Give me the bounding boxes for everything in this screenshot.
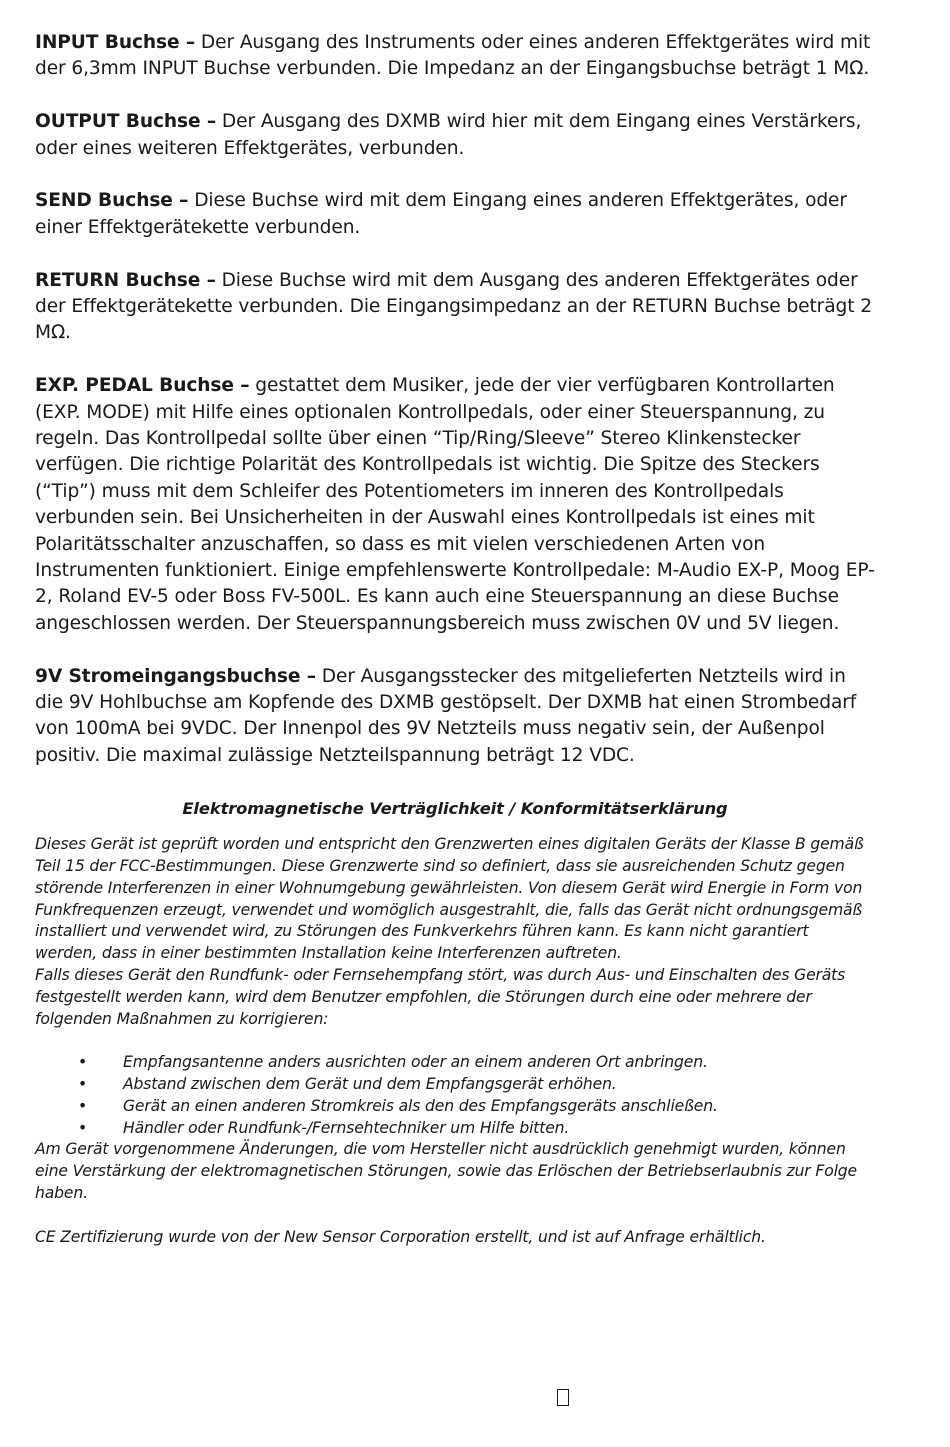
emv-measures-list — [35, 1052, 875, 1139]
emv-paragraph-interference: Falls dieses Gerät den Rundfunk- oder Fernsehempfang stört, was durch Aus- und Einschalten des Geräts festgestellt werden kann, wird dem Benutzer empfohlen, die Störungen durch eine oder mehrere der folgenden Maßnahmen zu korrigieren: — [35, 966, 846, 1028]
section-heading: OUTPUT Buchse – — [35, 111, 217, 133]
section-output-jack — [35, 109, 875, 162]
bullet-icon: • — [78, 1075, 88, 1094]
section-exp-pedal-jack — [35, 373, 875, 637]
section-text: gestattet dem Musiker, jede der vier verfügbaren Kontrollarten (EXP. MODE) mit Hilfe eines optionalen Kontrollpedals, oder einer Steuerspannung, zu regeln. Das Kontrollpedal sollte über einen “Tip/Ring/Sleeve” Stereo Klinkenstecker verfügen. Die richtige Polarität des Kontrollpedals ist wichtig. Die Spitze des Steckers (“Tip”) muss mit dem Schleifer des Potentiometers im inneren des Kontrollpedals verbunden sein. Bei Unsicherheiten in der Auswahl eines Kontrollpedals ist eines mit Polaritätsschalter anzuschaffen, so dass es mit vielen verschiedenen Arten von Instrumenten funktioniert. Einige empfehlenswerte Kontrollpedale: M-Audio EX-P, Moog EP-2, Roland EV-5 oder Boss FV-500L. Es kann auch eine Steuerspannung an diese Buchse angeschlossen werden. Der Steuerspannungsbereich muss zwischen 0V und 5V liegen. — [35, 375, 875, 634]
list-item — [35, 1074, 875, 1096]
section-text: Diese Buchse wird mit dem Ausgang des anderen Effektgerätes oder der Effektgerätekette verbunden. Die Eingangsimpedanz an der RETURN Buchse beträgt 2 MΩ. — [35, 269, 872, 344]
list-item — [35, 1118, 875, 1140]
bullet-icon: • — [78, 1053, 88, 1072]
section-power-jack — [35, 664, 875, 770]
emv-paragraph-modifications: Am Gerät vorgenommene Änderungen, die vom Hersteller nicht ausdrücklich genehmigt wurden, können eine Verstärkung der elektromagnetischen Störungen, sowie das Erlöschen der Betriebserlaubnis zur Folge haben. — [35, 1140, 857, 1203]
list-item — [35, 1096, 875, 1118]
list-item-text: Abstand zwischen dem Gerät und dem Empfangsgerät erhöhen. — [123, 1075, 617, 1094]
section-text: Der Ausgangsstecker des mitgelieferten Netzteils wird in die 9V Hohlbuchse am Kopfende des DXMB gestöpselt. Der DXMB hat einen Strombedarf von 100mA bei 9VDC. Der Innenpol des 9V Netzteils muss negativ sein, der Außenpol positiv. Die maximal zulässige Netzteilspannung beträgt 12 VDC. — [35, 665, 857, 766]
list-item-text: Händler oder Rundfunk-/Fernsehtechniker um Hilfe bitten. — [123, 1118, 570, 1137]
document-page — [35, 30, 875, 1248]
section-heading: INPUT Buchse – — [35, 32, 196, 53]
section-input-jack — [35, 30, 875, 83]
emv-paragraph-fcc: Dieses Gerät ist geprüft worden und entspricht den Grenzwerten eines digitalen Geräts der Klasse B gemäß Teil 15 der FCC-Bestimmungen. Diese Grenzwerte sind so definiert, dass sie ausreichenden Schutz gegen störende Interferenzen in einer Wohnumgebung gewährleisten. Von diesem Gerät wird Energie in Form von Funkfrequenzen erzeugt, verwendet und womöglich ausgestrahlt, die, falls das Gerät nicht ordnungsgemäß installiert und verwendet wird, zu Störungen des Funkverkehrs führen kann. Es kann nicht garantiert werden, dass in einer bestimmten Installation keine Interferenzen auftreten. — [35, 835, 864, 963]
list-item — [35, 1052, 875, 1074]
section-heading: EXP. PEDAL Buchse – — [35, 375, 250, 397]
section-text: Diese Buchse wird mit dem Eingang eines anderen Effektgerätes, oder einer Effektgerätekette verbunden. — [35, 190, 847, 238]
ce-certification-note: CE Zertifizierung wurde von der New Sensor Corporation erstellt, und ist auf Anfrage erhältlich. — [35, 1227, 766, 1246]
section-return-jack — [35, 268, 875, 347]
section-send-jack — [35, 188, 875, 241]
section-text: Der Ausgang des DXMB wird hier mit dem Eingang eines Verstärkers, oder eines weiteren Effektgerätes, verbunden. — [35, 111, 862, 159]
bullet-icon: • — [78, 1118, 88, 1137]
section-text: Der Ausgang des Instruments oder eines anderen Effektgerätes wird mit der 6,3mm INPUT Buchse verbunden. Die Impedanz an der Eingangsbuchse beträgt 1 MΩ. — [35, 32, 871, 80]
section-heading: RETURN Buchse – — [35, 269, 216, 291]
page-marker-box-icon — [557, 1389, 569, 1406]
section-heading: SEND Buchse – — [35, 190, 189, 212]
list-item-text: Empfangsantenne anders ausrichten oder an einem anderen Ort anbringen. — [123, 1053, 708, 1072]
bullet-icon: • — [78, 1096, 88, 1115]
list-item-text: Gerät an einen anderen Stromkreis als den des Empfangsgeräts anschließen. — [123, 1096, 718, 1115]
emv-title: Elektromagnetische Verträglichkeit / Konformitätserklärung — [182, 799, 728, 819]
section-heading: 9V Stromeingangsbuchse – — [35, 665, 316, 687]
